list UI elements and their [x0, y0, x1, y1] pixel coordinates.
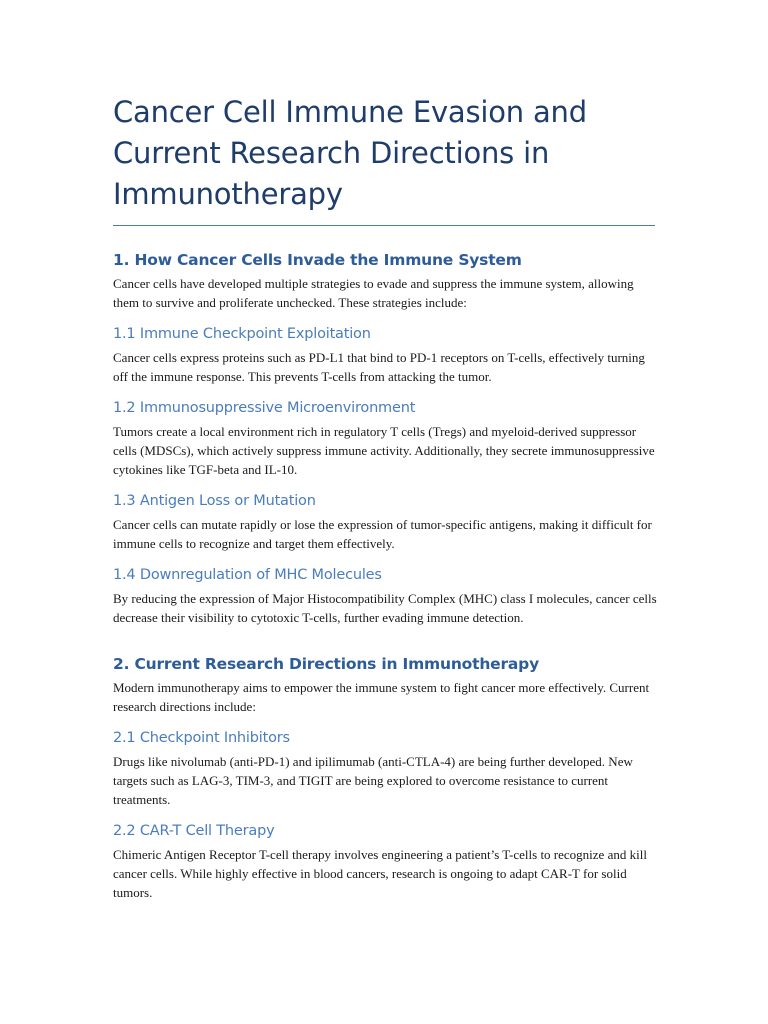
- title-divider: [113, 225, 655, 226]
- subsection-1-2-text: Tumors create a local environment rich in regulatory T cells (Tregs) and myeloid-derived suppressor cells (MDSCs), which actively suppress immune activity. Additionally, they secrete immunosuppressive cytokines like TGF-beta and IL-10.: [113, 424, 655, 477]
- subsection-1-3-heading: 1.3 Antigen Loss or Mutation: [113, 493, 316, 509]
- document-title: Cancer Cell Immune Evasion and Current Research Directions in Immunotherapy: [113, 95, 587, 211]
- subsection-1-2-heading: 1.2 Immunosuppressive Microenvironment: [113, 400, 416, 416]
- section-2-heading: 2. Current Research Directions in Immunotherapy: [113, 655, 539, 673]
- section-1-intro: Cancer cells have developed multiple strategies to evade and suppress the immune system, allowing them to survive and proliferate unchecked. These strategies include:: [113, 276, 634, 310]
- subsection-1-1-heading: 1.1 Immune Checkpoint Exploitation: [113, 326, 371, 342]
- subsection-2-2-heading: 2.2 CAR-T Cell Therapy: [113, 823, 275, 839]
- subsection-2-1-text: Drugs like nivolumab (anti-PD-1) and ipilimumab (anti-CTLA-4) are being further developed. New targets such as LAG-3, TIM-3, and TIGIT are being explored to overcome resistance to current treatments.: [113, 754, 633, 807]
- subsection-2-2-text: Chimeric Antigen Receptor T-cell therapy involves engineering a patient’s T-cells to recognize and kill cancer cells. While highly effective in blood cancers, research is ongoing to adapt CAR-T for solid tumors.: [113, 847, 647, 900]
- subsection-1-4-text: By reducing the expression of Major Histocompatibility Complex (MHC) class I molecules, cancer cells decrease their visibility to cytotoxic T-cells, further evading immune detection.: [113, 591, 657, 625]
- subsection-1-3-text: Cancer cells can mutate rapidly or lose the expression of tumor-specific antigens, making it difficult for immune cells to recognize and target them effectively.: [113, 517, 652, 551]
- section-2-intro: Modern immunotherapy aims to empower the immune system to fight cancer more effectively. Current research directions include:: [113, 680, 650, 714]
- subsection-2-1-heading: 2.1 Checkpoint Inhibitors: [113, 730, 290, 746]
- subsection-1-4-heading: 1.4 Downregulation of MHC Molecules: [113, 567, 382, 583]
- subsection-1-1-text: Cancer cells express proteins such as PD-L1 that bind to PD-1 receptors on T-cells, effectively turning off the immune response. This prevents T-cells from attacking the tumor.: [113, 350, 645, 384]
- section-1-heading: 1. How Cancer Cells Invade the Immune System: [113, 251, 522, 269]
